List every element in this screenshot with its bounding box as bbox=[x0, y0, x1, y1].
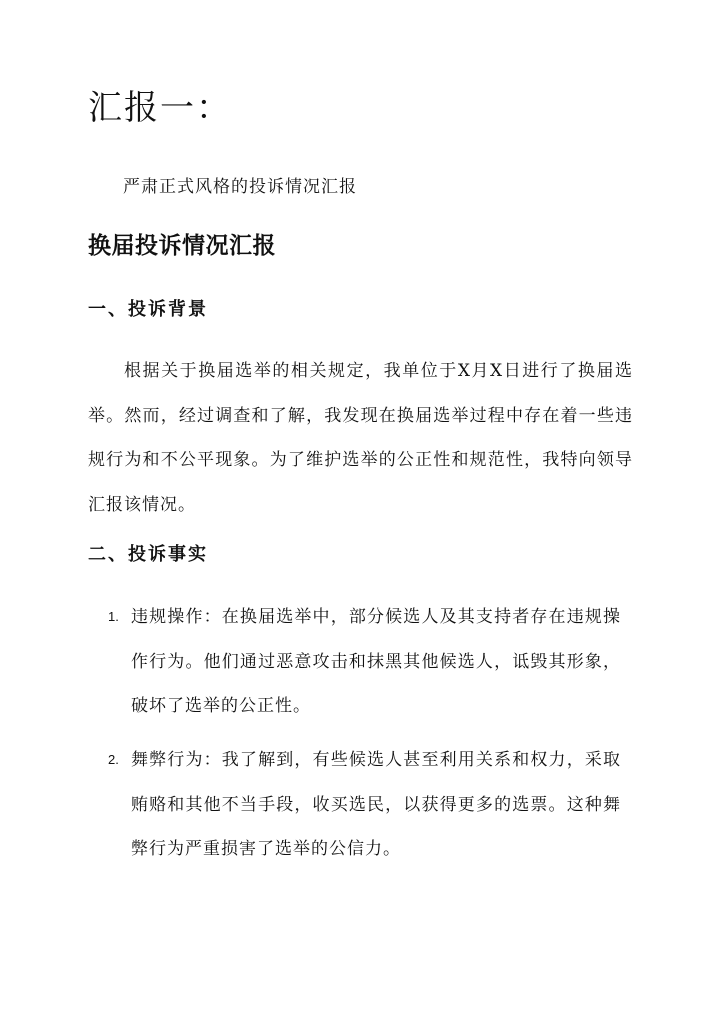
list-item-text: 违规操作：在换届选举中，部分候选人及其支持者存在违规操作行为。他们通过恶意攻击和抹黑其他候选人，诋毁其形象，破坏了选举的公正性。 bbox=[131, 607, 621, 716]
list-item bbox=[88, 595, 633, 729]
section-heading-facts: 二、投诉事实 bbox=[88, 544, 208, 565]
report-title: 换届投诉情况汇报 bbox=[88, 232, 276, 259]
background-paragraph: 根据关于换届选举的相关规定，我单位于X月X日进行了换届选举。然而，经过调查和了解，我发现在换届选举过程中存在着一些违规行为和不公平现象。为了维护选举的公正性和规范性，我特向领导汇报该情况。 bbox=[88, 361, 633, 515]
list-item-number: 2. bbox=[108, 752, 119, 767]
list-item-number: 1. bbox=[108, 609, 119, 624]
list-item-text: 舞弊行为：我了解到，有些候选人甚至利用关系和权力，采取贿赂和其他不当手段，收买选民，以获得更多的选票。这种舞弊行为严重损害了选举的公信力。 bbox=[131, 750, 621, 859]
document-title: 汇报一： bbox=[88, 88, 232, 128]
document-subtitle: 严肃正式风格的投诉情况汇报 bbox=[123, 177, 357, 197]
section-heading-background: 一、投诉背景 bbox=[88, 299, 208, 320]
list-item bbox=[88, 738, 633, 872]
